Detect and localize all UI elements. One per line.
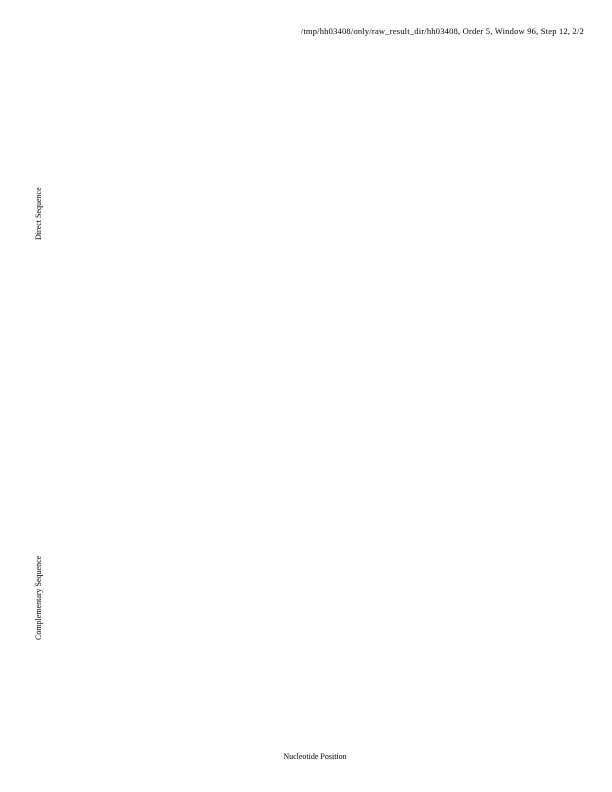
x-axis-title: Nucleotide Position xyxy=(283,752,347,761)
group-label-direct: Direct Sequence xyxy=(34,187,43,240)
figure-title: /tmp/hh03408/only/raw_result_dir/hh03408, Order 5, Window 96, Step 12, 2/2 xyxy=(300,26,584,36)
group-label-complementary: Complementary Sequence xyxy=(34,555,43,640)
